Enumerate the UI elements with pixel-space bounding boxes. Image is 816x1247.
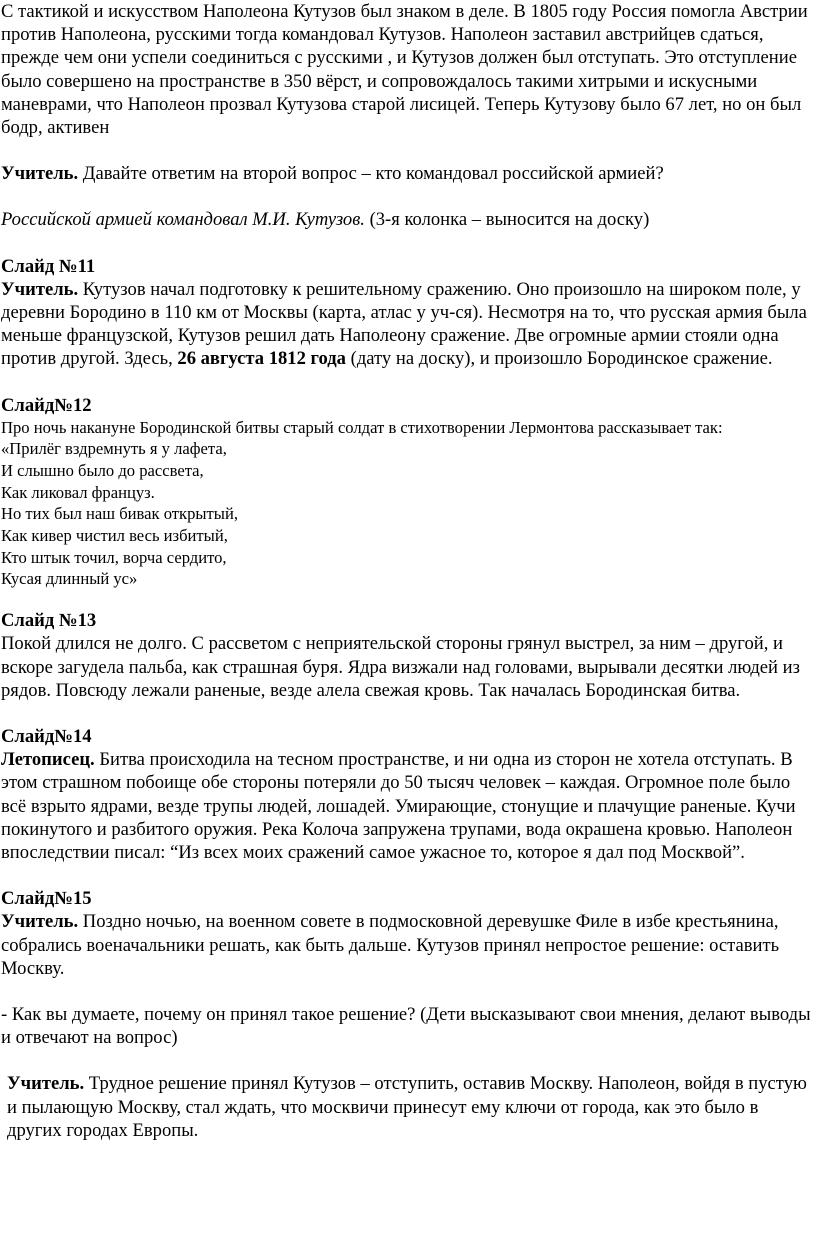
poem-line: Как кивер чистил весь избитый, — [1, 526, 228, 546]
speaker-label: Учитель. — [1, 911, 79, 933]
poem-line: Как ликовал француз. — [1, 482, 155, 502]
slide-11-heading: Слайд №11 — [1, 255, 96, 277]
paragraph-teacher-question — [1, 162, 816, 185]
slide-13-heading: Слайд №13 — [1, 610, 97, 632]
poem — [1, 438, 816, 590]
slide-15-text: Учитель. Поздно ночью, на военном совете в подмосковной деревушке Филе в избе крестьянина, собрались военачальники решать, как быть дальше. Кутузов принял непростое решение: оставить Москву. — [1, 911, 780, 979]
slide-15-heading: Слайд№15 — [1, 888, 92, 910]
slide-13-text: Покой длился не долго. С рассветом с неприятельской стороны грянул выстрел, за ним – другой, и вскоре загудела пальба, как страшная буря. Ядра визжали над головами, вырывали десятки людей из рядов. Повсюду лежали раненые, везде алела свежая кровь. Так началась Бородинская битва. — [1, 633, 800, 701]
slide-15-text-2: Учитель. Трудное решение принял Кутузов – отступить, оставив Москву. Наполеон, войдя в пустую и пылающую Москву, стал ждать, что москвичи принесут ему ключи от города, как это было в других городах Европы. — [7, 1073, 807, 1141]
speaker-label: Учитель. — [1, 278, 79, 300]
poem-line: Кто штык точил, ворча сердито, — [1, 547, 227, 567]
poem-line: Но тих был наш бивак открытый, — [1, 504, 238, 524]
slide-14-heading: Слайд№14 — [1, 725, 92, 747]
speaker-label: Учитель. — [7, 1073, 85, 1095]
answer-italic: Российской армией командовал М.И. Кутузов. — [1, 209, 365, 231]
slide-12-intro: Про ночь накануне Бородинской битвы старый солдат в стихотворении Лермонтова рассказывает так: — [1, 417, 723, 437]
discussion-question: - Как вы думаете, почему он принял такое решение? (Дети высказывают свои мнения, делают выводы и отвечают на вопрос) — [1, 1004, 811, 1049]
slide-14-text: Летописец. Битва происходила на тесном пространстве, и ни одна из сторон не хотела отступать. В этом страшном побоище обе стороны потеряли до 50 тысяч человек – каждая. Огромное поле было всё взрыто ядрами, везде трупы людей, лошадей. Умирающие, стонущие и плачущие раненые. Кучи покинутого и разбитого оружия. Река Колоча запружена трупами, вода окрашена кровью. Наполеон впоследствии писал: “Из всех моих сражений самое ужасное то, которое я дал под Москвой”. — [1, 749, 796, 863]
question-text: Давайте ответим на второй вопрос – кто командовал российской армией? — [78, 163, 664, 185]
answer-note: (3-я колонка – выносится на доску) — [364, 209, 650, 231]
slide-11-text: Учитель. Кутузов начал подготовку к решительному сражению. Оно произошло на широком поле, у деревни Бородино в 110 км от Москвы (карта, атлас у уч-ся). Несмотря на то, что русская армия была меньше французской, Кутузов решил дать Наполеону сражение. Две огромные армии стояли одна против другой. Здесь, 26 августа 1812 года (дату на доску), и произошло Бородинское сражение. — [1, 278, 807, 370]
poem-line: И слышно было до рассвета, — [1, 460, 204, 480]
battle-date: 26 августа 1812 года — [177, 348, 346, 370]
poem-line: Кусая длинный ус» — [1, 569, 138, 589]
poem-line: «Прилёг вздремнуть я у лафета, — [1, 439, 227, 459]
speaker-label: Учитель. — [1, 163, 79, 185]
slide-12-heading: Слайд№12 — [1, 394, 92, 416]
paragraph-intro: С тактикой и искусством Наполеона Кутузов был знаком в деле. В 1805 году Россия помогла Австрии против Наполеона, русскими тогда командовал Кутузов. Наполеон заставил австрийцев сдаться, прежде чем они успели соединиться с русскими , и Кутузов должен был отступать. Это отступление было совершено на пространстве в 350 вёрст, и сопровождалось такими хитрыми и искусными маневрами, что Наполеон прозвал Кутузова старой лисицей. Теперь Кутузову было 67 лет, но он был бодр, активен — [1, 1, 808, 139]
paragraph-answer — [1, 208, 816, 231]
speaker-label: Летописец. — [1, 749, 95, 771]
